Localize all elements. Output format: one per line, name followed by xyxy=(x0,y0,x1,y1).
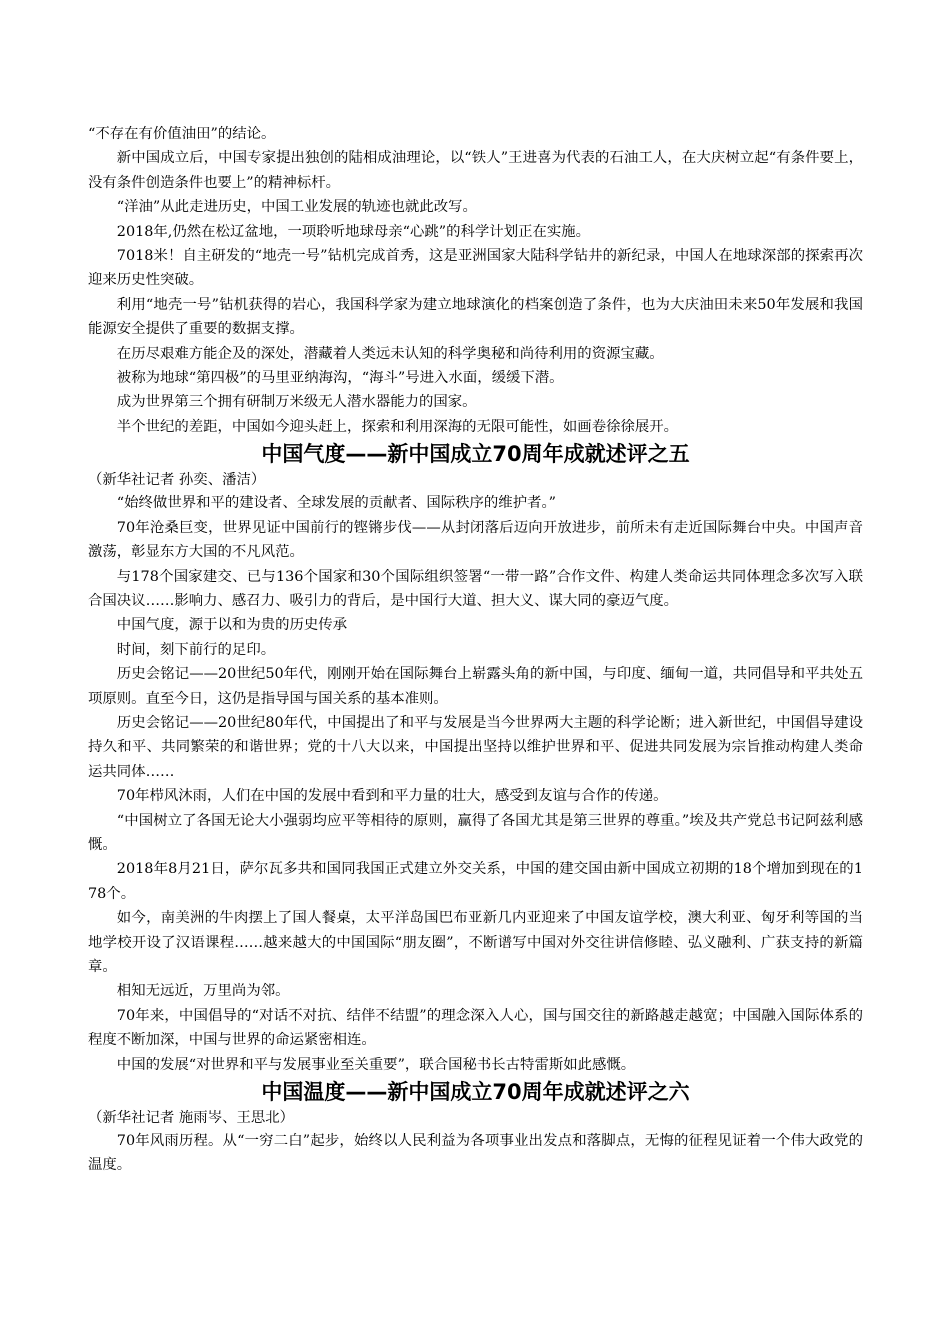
paragraph: “不存在有价值油田”的结论。 xyxy=(88,126,276,142)
byline: （新华社记者 施雨岑、王思北） xyxy=(88,1110,295,1127)
paragraph: 利用“地壳一号”钻机获得的岩心，我国科学家为建立地球演化的档案创造了条件，也为大庆油田未来50年发展和我国能源安全提供了重要的数据支撑。 xyxy=(88,296,863,338)
paragraph: 如今，南美洲的牛肉摆上了国人餐桌，太平洋岛国巴布亚新几内亚迎来了中国友谊学校，澳大利亚、匈牙利等国的当地学校开设了汉语课程……越来越大的中国国际“朋友圈”，不断谱写中国对外交往讲信修睦、弘义融利、广获支持的新篇章。 xyxy=(88,910,863,975)
article-section-6 xyxy=(88,1077,863,1178)
paragraph: 历史会铭记——20世纪50年代，刚刚开始在国际舞台上崭露头角的新中国，与印度、缅甸一道，共同倡导和平共处五项原则。直至今日，这仍是指导国与国关系的基本准则。 xyxy=(88,666,863,707)
continued-article xyxy=(88,122,863,439)
paragraph: 在历尽艰难方能企及的深处，潜藏着人类远未认知的科学奥秘和尚待利用的资源宝藏。 xyxy=(116,345,664,362)
paragraph: 相知无远近，万里尚为邻。 xyxy=(116,983,290,1000)
paragraph: 70年风雨历程。从“一穷二白”起步，始终以人民利益为各项事业出发点和落脚点，无悔的征程见证着一个伟大政党的温度。 xyxy=(88,1133,863,1174)
article-section-5 xyxy=(88,439,863,1077)
paragraph: 70年沧桑巨变，世界见证中国前行的铿锵步伐——从封闭落后迈向开放进步，前所未有走近国际舞台中央。中国声音激荡，彰显东方大国的不凡风范。 xyxy=(88,519,863,561)
paragraph: 半个世纪的差距，中国如今迎头赶上，探索和利用深海的无限可能性，如画卷徐徐展开。 xyxy=(116,418,679,435)
paragraph: 70年栉风沐雨，人们在中国的发展中看到和平力量的壮大，感受到友谊与合作的传递。 xyxy=(116,788,668,805)
section-title: 中国气度——新中国成立70周年成就述评之五 xyxy=(261,442,690,467)
paragraph: “始终做世界和平的建设者、全球发展的贡献者、国际秩序的维护者。” xyxy=(116,495,557,512)
paragraph: 新中国成立后，中国专家提出独创的陆相成油理论，以“铁人”王进喜为代表的石油工人，在大庆树立起“有条件要上，没有条件创造条件也要上”的精神标杆。 xyxy=(88,150,863,191)
document-page xyxy=(88,122,863,1178)
section-title: 中国温度——新中国成立70周年成就述评之六 xyxy=(261,1080,690,1105)
byline: （新华社记者 孙奕、潘洁） xyxy=(88,472,266,489)
subheading: 中国气度，源于以和为贵的历史传承 xyxy=(116,617,348,634)
paragraph: 历史会铭记——20世纪80年代，中国提出了和平与发展是当今世界两大主题的科学论断；进入新世纪，中国倡导建设持久和平、共同繁荣的和谐世界；党的十八大以来，中国提出坚持以维护世界和平、促进共同发展为宗旨推动构建人类命运共同体…… xyxy=(88,714,863,780)
paragraph: 与178个国家建交、已与136个国家和30个国际组织签署“一带一路”合作文件、构建人类命运共同体理念多次写入联合国决议……影响力、感召力、吸引力的背后，是中国行大道、担大义、谋大同的豪迈气度。 xyxy=(88,568,863,609)
paragraph: 70年来，中国倡导的“对话不对抗、结伴不结盟”的理念深入人心，国与国交往的新路越走越宽；中国融入国际体系的程度不断加深，中国与世界的命运紧密相连。 xyxy=(88,1007,863,1049)
paragraph: 被称为地球“第四极”的马里亚纳海沟，“海斗”号进入水面，缓缓下潜。 xyxy=(116,370,564,387)
paragraph: 7018米！自主研发的“地壳一号”钻机完成首秀，这是亚洲国家大陆科学钻井的新纪录，中国人在地球深部的探索再次迎来历史性突破。 xyxy=(88,248,863,289)
paragraph: 2018年,仍然在松辽盆地，一项聆听地球母亲“心跳”的科学计划正在实施。 xyxy=(116,223,591,240)
paragraph: 时间，刻下前行的足印。 xyxy=(116,641,276,658)
paragraph: “洋油”从此走进历史，中国工业发展的轨迹也就此改写。 xyxy=(116,199,477,216)
paragraph: 2018年8月21日，萨尔瓦多共和国同我国正式建立外交关系，中国的建交国由新中国成立初期的18个增加到现在的178个。 xyxy=(88,861,863,902)
paragraph: 成为世界第三个拥有研制万米级无人潜水器能力的国家。 xyxy=(116,394,477,411)
paragraph: 中国的发展“对世界和平与发展事业至关重要”，联合国秘书长古特雷斯如此感慨。 xyxy=(116,1056,636,1073)
paragraph: “中国树立了各国无论大小强弱均应平等相待的原则，赢得了各国尤其是第三世界的尊重。”埃及共产党总书记阿兹利感慨。 xyxy=(88,812,863,853)
